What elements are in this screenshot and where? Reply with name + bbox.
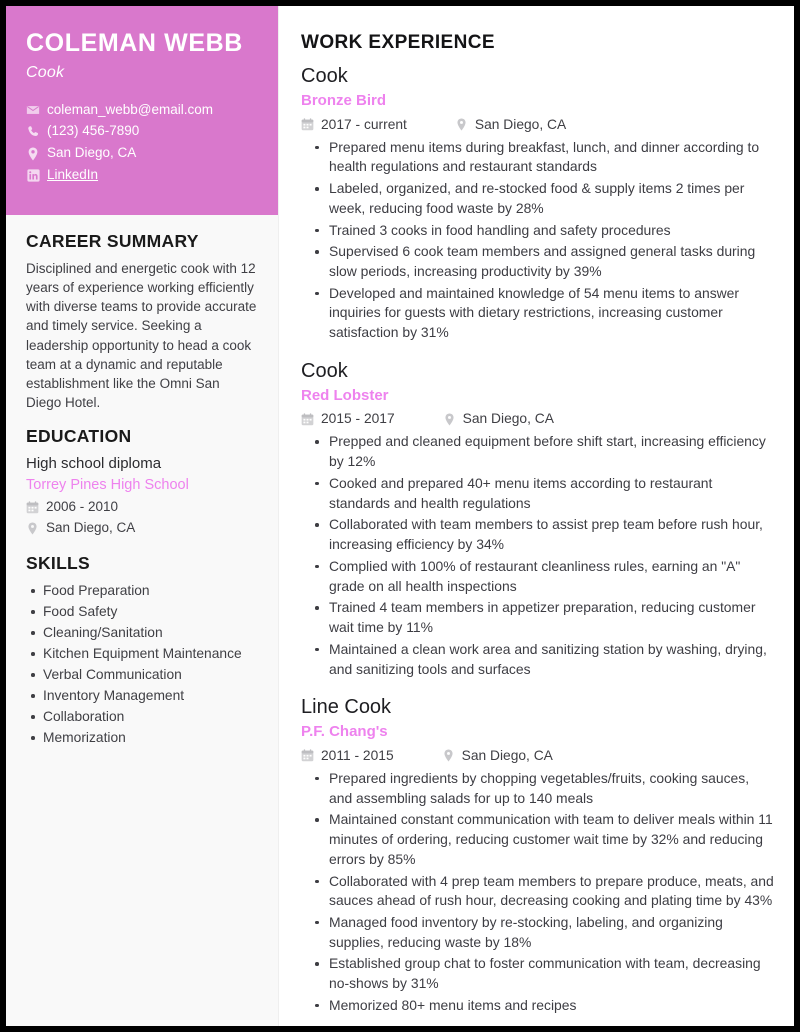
list-item: Verbal Communication: [26, 665, 258, 685]
sidebar-body: [6, 215, 278, 748]
education-location: [26, 518, 258, 539]
calendar-icon: [301, 413, 314, 426]
job-entry: [301, 695, 776, 1015]
main-column: [279, 6, 794, 1026]
job-entry: [301, 359, 776, 679]
linkedin-icon: [26, 169, 40, 183]
job-dates-text: 2011 - 2015: [321, 747, 394, 763]
job-dates: [301, 745, 394, 767]
contact-email[interactable]: [26, 100, 258, 121]
job-location-text: San Diego, CA: [461, 747, 553, 763]
phone-icon: [26, 125, 40, 139]
job-bullets: [301, 138, 776, 343]
list-item: Food Preparation: [26, 581, 258, 601]
education-location-text: San Diego, CA: [46, 520, 136, 536]
skills-heading: SKILLS: [26, 553, 91, 574]
location-pin-icon: [26, 147, 40, 161]
job-company: Bronze Bird: [301, 92, 387, 109]
career-summary-heading: CAREER SUMMARY: [26, 231, 199, 251]
job-dates: [301, 408, 395, 430]
education-dates-text: 2006 - 2010: [46, 499, 119, 515]
list-item: Complied with 100% of restaurant cleanliness rules, earning an "A" grade on all health inspections: [301, 557, 776, 596]
job-location-text: San Diego, CA: [462, 411, 554, 427]
list-item: Prepped and cleaned equipment before shift start, increasing efficiency by 12%: [301, 432, 776, 471]
list-item: Food Safety: [26, 602, 258, 622]
education-school: Torrey Pines High School: [26, 476, 189, 493]
list-item: Memorization: [26, 728, 258, 748]
career-summary-text: Disciplined and energetic cook with 12 years of experience working efficiently with diverse teams to provide accurate and timely service. Seeking a leadership opportunity to head a cook team at a dynamic and reputable establishment like the Omni San Diego Hotel.: [26, 261, 257, 411]
candidate-name: COLEMAN WEBB: [26, 29, 243, 57]
job-dates-text: 2015 - 2017: [321, 411, 395, 427]
education-dates: [26, 497, 258, 518]
calendar-icon: [301, 118, 314, 131]
job-entry: [301, 64, 776, 343]
job-location: [455, 114, 566, 136]
header-hero-block: [6, 6, 278, 215]
sidebar: [6, 6, 279, 1026]
job-title: Cook: [301, 359, 348, 382]
location-pin-icon: [455, 118, 468, 131]
contact-phone[interactable]: [26, 121, 258, 142]
calendar-icon: [26, 501, 39, 514]
contact-linkedin-text: LinkedIn: [47, 167, 99, 183]
list-item: Prepared ingredients by chopping vegetables/fruits, cooking sauces, and assembling salads for up to 140 meals: [301, 769, 776, 808]
list-item: Prepared menu items during breakfast, lunch, and dinner according to health regulations and restaurant standards: [301, 138, 776, 177]
list-item: Trained 4 team members in appetizer preparation, reducing customer wait time by 11%: [301, 598, 776, 637]
skills-list: [26, 581, 258, 748]
list-item: Maintained constant communication with team to deliver meals within 11 minutes of ordering, reducing customer wait time by 32% and reducing errors by 85%: [301, 810, 776, 869]
job-company: Red Lobster: [301, 386, 389, 404]
education-degree: High school diploma: [26, 455, 162, 473]
list-item: Maintained a clean work area and sanitizing station by washing, drying, and sanitizing tools and surfaces: [301, 640, 776, 679]
job-bullets: [301, 769, 776, 1016]
contact-email-text: coleman_webb@email.com: [47, 101, 214, 117]
list-item: Trained 3 cooks in food handling and safety procedures: [301, 221, 776, 241]
list-item: Supervised 6 cook team members and assigned general tasks during slow periods, increasing productivity by 39%: [301, 242, 776, 281]
candidate-job-title: Cook: [26, 63, 65, 81]
list-item: Collaboration: [26, 707, 258, 727]
resume-page: [6, 6, 794, 1026]
work-experience-heading: WORK EXPERIENCE: [301, 32, 495, 53]
list-item: Established group chat to foster communication with team, decreasing no-shows by 31%: [301, 954, 776, 993]
contact-location: [26, 143, 258, 164]
job-location-text: San Diego, CA: [474, 116, 567, 132]
job-location: [443, 408, 554, 430]
list-item: Cleaning/Sanitation: [26, 623, 258, 643]
job-bullets: [301, 432, 776, 679]
list-item: Developed and maintained knowledge of 54 menu items to answer inquiries for guests with dietary restrictions, increasing customer satisfaction by 31%: [301, 284, 776, 343]
calendar-icon: [301, 749, 314, 762]
job-meta: [301, 408, 776, 430]
job-meta: [301, 114, 776, 136]
list-item: Inventory Management: [26, 686, 258, 706]
location-pin-icon: [443, 413, 456, 426]
list-item: Collaborated with team members to assist prep team before rush hour, increasing efficiency by 34%: [301, 515, 776, 554]
list-item: Memorized 80+ menu items and recipes: [301, 996, 776, 1016]
location-pin-icon: [442, 749, 455, 762]
list-item: Labeled, organized, and re-stocked food & supply items 2 times per week, reducing food waste by 28%: [301, 179, 776, 218]
list-item: Collaborated with 4 prep team members to prepare produce, meats, and sauces ahead of rush hour, decreasing cooking and plating time by 43%: [301, 872, 776, 911]
job-title: Cook: [301, 65, 348, 87]
location-pin-icon: [26, 522, 39, 535]
list-item: Managed food inventory by re-stocking, labeling, and organizing supplies, reducing waste by 18%: [301, 913, 776, 952]
job-dates: [301, 114, 407, 136]
list-item: Kitchen Equipment Maintenance: [26, 644, 258, 664]
education-heading: EDUCATION: [26, 426, 132, 447]
contact-location-text: San Diego, CA: [47, 145, 137, 161]
job-dates-text: 2017 - current: [321, 116, 407, 132]
envelope-icon: [26, 103, 40, 117]
list-item: Cooked and prepared 40+ menu items according to restaurant standards and health regulations: [301, 474, 776, 513]
contact-phone-text: (123) 456-7890: [47, 123, 140, 139]
job-company: P.F. Chang's: [301, 723, 388, 741]
contact-linkedin[interactable]: [26, 165, 258, 186]
job-meta: [301, 745, 776, 767]
job-location: [442, 745, 553, 767]
job-title: Line Cook: [301, 696, 392, 719]
